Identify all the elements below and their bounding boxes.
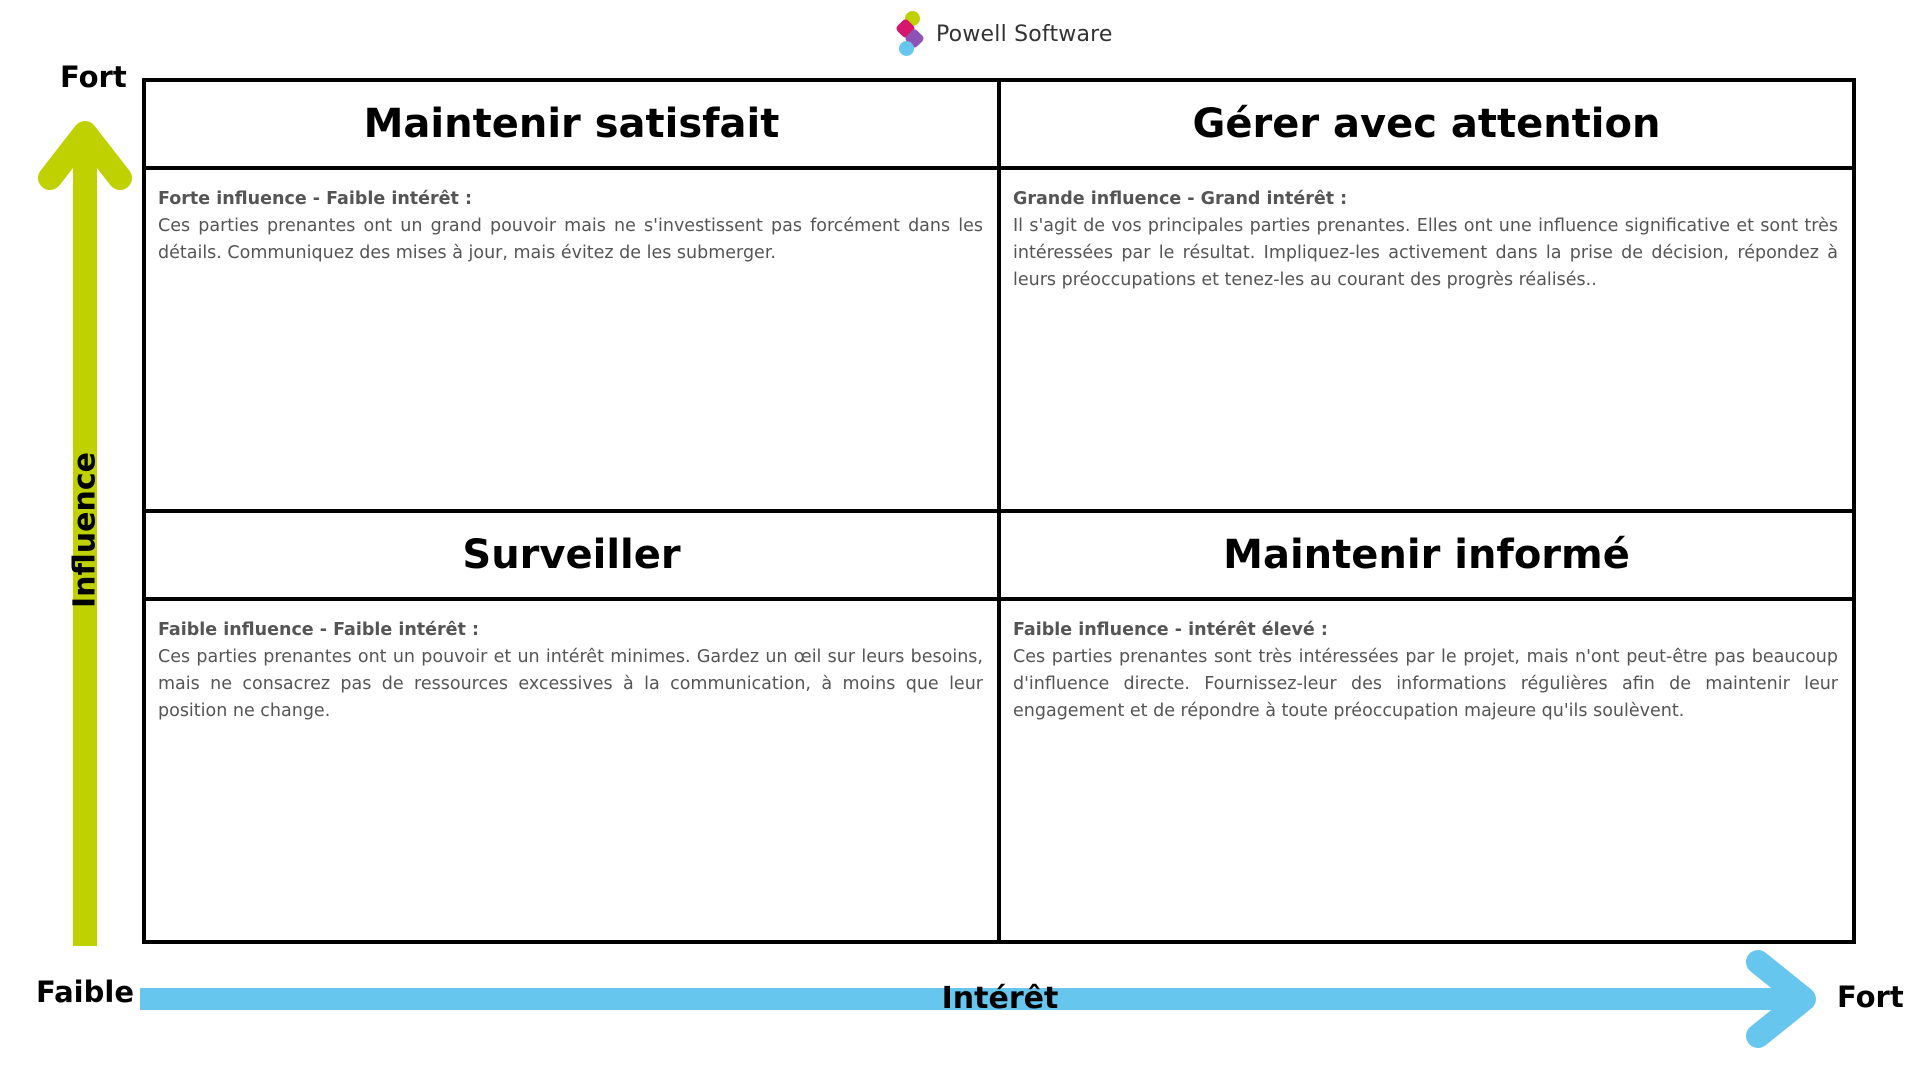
quadrant-bottom-right (999, 511, 1852, 940)
quadrant-bottom-left (146, 511, 999, 940)
y-axis-high-label: Fort (60, 60, 127, 94)
quadrant-body (146, 601, 997, 735)
y-axis-title: Influence (67, 452, 103, 608)
quadrant-subtitle: Faible influence - intérêt élevé : (1013, 620, 1328, 640)
quadrant-body (1001, 601, 1852, 735)
brand-name: Powell Software (936, 21, 1113, 47)
quadrant-body (1001, 170, 1852, 304)
quadrant-description: Ces parties prenantes ont un pouvoir et un intérêt minimes. Gardez un œil sur leurs besoins, mais ne consacrez pas de ressources excessives à la communication, à moins que leur position ne change. (158, 647, 983, 721)
x-axis-high-label: Fort (1837, 980, 1904, 1014)
quadrant-title: Gérer avec attention (1001, 82, 1852, 170)
quadrant-subtitle: Grande influence - Grand intérêt : (1013, 189, 1348, 209)
origin-low-label: Faible (36, 975, 134, 1009)
quadrant-title: Surveiller (146, 513, 997, 601)
quadrant-description: Ces parties prenantes ont un grand pouvoir mais ne s'investissent pas forcément dans les détails. Communiquez des mises à jour, mais évitez de les submerger. (158, 216, 983, 263)
x-axis-title: Intérêt (941, 981, 1059, 1016)
quadrant-subtitle: Forte influence - Faible intérêt : (158, 189, 473, 209)
quadrant-body (146, 170, 997, 277)
stakeholder-matrix (142, 78, 1856, 944)
quadrant-top-left (146, 82, 999, 511)
quadrant-title: Maintenir satisfait (146, 82, 997, 170)
quadrant-title: Maintenir informé (1001, 513, 1852, 601)
quadrant-description: Ces parties prenantes sont très intéressées par le projet, mais n'ont peut-être pas beaucoup d'influence directe. Fournissez-leur des informations régulières afin de maintenir leur engagement et de répondre à toute préoccupation majeure qu'ils soulèvent. (1013, 647, 1838, 721)
quadrant-subtitle: Faible influence - Faible intérêt : (158, 620, 479, 640)
quadrant-description: Il s'agit de vos principales parties prenantes. Elles ont une influence significative et sont très intéressées par le résultat. Impliquez-les activement dans la prise de décision, répondez à leurs préoccupations et tenez-les au courant des progrès réalisés.. (1013, 216, 1838, 290)
quadrant-top-right (999, 82, 1852, 511)
